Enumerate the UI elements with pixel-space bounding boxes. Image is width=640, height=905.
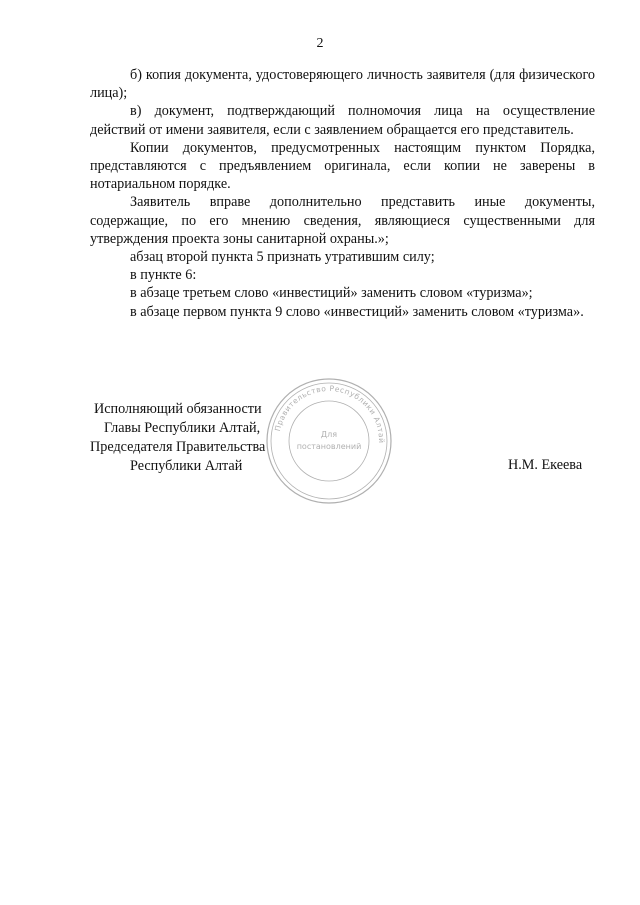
- signatory-title-line1: Исполняющий обязанности: [94, 401, 262, 417]
- signatory-name: Н.М. Екеева: [508, 457, 583, 473]
- signatory-title-line2: Главы Республики Алтай,: [104, 420, 261, 436]
- paragraph-point-5: абзац второй пункта 5 признать утратившим силу;: [130, 249, 435, 266]
- paragraph-additional-documents: Заявитель вправе дополнительно представить иные документы, содержащие, по его мнению сведения, являющиеся существенными для утверждения проекта зоны санитарной охраны.»;: [90, 194, 595, 247]
- stamp-center-line1: Для: [320, 430, 338, 439]
- paragraph-copy-of-identity-document: б) копия документа, удостоверяющего личность заявителя (для физического лица);: [90, 67, 595, 102]
- paragraph-copies-of-documents: Копии документов, предусмотренных настоящим пунктом Порядка, представляются с предъявлением оригинала, если копии не заверены в нотариальном порядке.: [90, 139, 595, 193]
- document-body: [90, 66, 595, 321]
- stamp-center-line2: постановлений: [296, 442, 362, 451]
- paragraph-point-9: в абзаце первом пункта 9 слово «инвестиций» заменить словом «туризма».: [130, 303, 584, 320]
- signatory-title-line4: Республики Алтай: [130, 458, 243, 474]
- signatory-title-block: [90, 400, 290, 476]
- paragraph-point-6: в пункте 6:: [130, 267, 197, 284]
- paragraph-point-6-abzac-3: в абзаце третьем слово «инвестиций» заменить словом «туризма»;: [130, 285, 533, 302]
- paragraph-authority-document: в) документ, подтверждающий полномочия лица на осуществление действий от имени заявителя, если с заявлением обращается его представитель.: [90, 103, 595, 138]
- page-number: 2: [316, 36, 324, 51]
- stamp-ring-text: Правительство Республики Алтай: [272, 383, 387, 444]
- signatory-title-line3: Председателя Правительства: [90, 439, 266, 455]
